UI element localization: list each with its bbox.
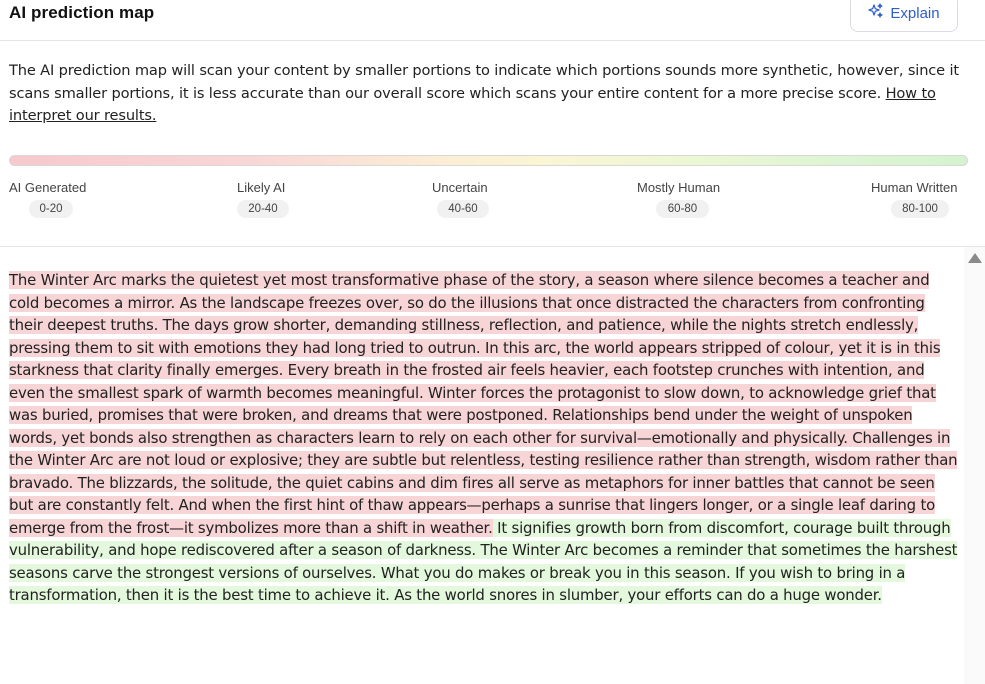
legend-uncertain (432, 177, 488, 196)
explain-button-label: Explain (890, 4, 940, 22)
legend-label: Human Written (871, 180, 958, 195)
panel-header (0, 0, 985, 41)
description-text: The AI prediction map will scan your content by smaller portions to indicate which portions sounds more synthetic, however, since it scans smaller portions, it is less accurate than our overall score which scans your entire content for a more precise score. (9, 62, 959, 102)
legend-range-badge: 80-100 (891, 200, 949, 218)
content-scrollbar[interactable] (964, 247, 985, 684)
legend-label: AI Generated (9, 180, 87, 195)
sparkle-icon (868, 3, 884, 23)
legend-range-badge: 0-20 (29, 200, 73, 218)
scroll-up-arrow-icon[interactable] (968, 253, 982, 263)
legend-ai-generated (9, 177, 86, 196)
legend-range-badge: 20-40 (237, 200, 289, 218)
explain-button[interactable] (850, 0, 958, 32)
score-gradient-bar (9, 155, 968, 166)
legend-label: Mostly Human (637, 180, 721, 195)
legend-range-badge: 60-80 (656, 200, 709, 218)
description (9, 60, 969, 128)
legend-label: Likely AI (237, 180, 286, 195)
legend-mostly-human (637, 177, 720, 196)
legend-human-written (871, 177, 957, 196)
ai-highlighted-segment: The Winter Arc marks the quietest yet most transformative phase of the story, a season where silence becomes a teacher and cold becomes a mirror. As the landscape freezes over, so do the illusions that once distracted the characters from confronting their deepest truths. The days grow shorter, demanding stillness, reflection, and patience, while the nights stretch endlessly, pressing them to sit with emotions they had long tried to outrun. In this arc, the world appears stripped of colour, yet it is in this starkness that clarity finally emerges. Every breath in the frosted air feels heavier, each footstep crunches with intention, and even the smallest spark of warmth becomes meaningful. Winter forces the protagonist to slow down, to acknowledge grief that was buried, promises that were broken, and dreams that were postponed. Relationships bend under the weight of unspoken words, yet bonds also strengthen as characters learn to rely on each other for survival—emotionally and physically. Challenges in the Winter Arc are not loud or explosive; they are subtle but relentless, testing resilience rather than strength, wisdom rather than bravado. The blizzards, the solitude, the quiet cabins and dim fires all serve as metaphors for inner battles that cannot be seen but are constantly felt. And when the first hint of thaw appears—perhaps a sunrise that lingers longer, or a single leaf daring to emerge from the frost—it symbolizes more than a shift in weather. (9, 271, 958, 537)
human-highlighted-segment: It signifies growth born from discomfort, courage built through vulnerability, and hope rediscovered after a season of darkness. The Winter Arc becomes a reminder that sometimes the harshest seasons carve the strongest versions of ourselves. What you do makes or break you in this season. If you wish to bring in a transformation, then it is the best time to achieve it. As the world snores in slumber, your efforts can do a huge wonder. (9, 518, 958, 604)
interpret-results-link[interactable]: How to interpret our results. (9, 84, 936, 124)
analyzed-content (9, 269, 959, 607)
section-divider (0, 246, 985, 247)
legend-label: Uncertain (432, 180, 488, 195)
legend-range-badge: 40-60 (437, 200, 489, 218)
page-title: AI prediction map (9, 3, 155, 22)
legend-likely-ai (237, 177, 285, 196)
